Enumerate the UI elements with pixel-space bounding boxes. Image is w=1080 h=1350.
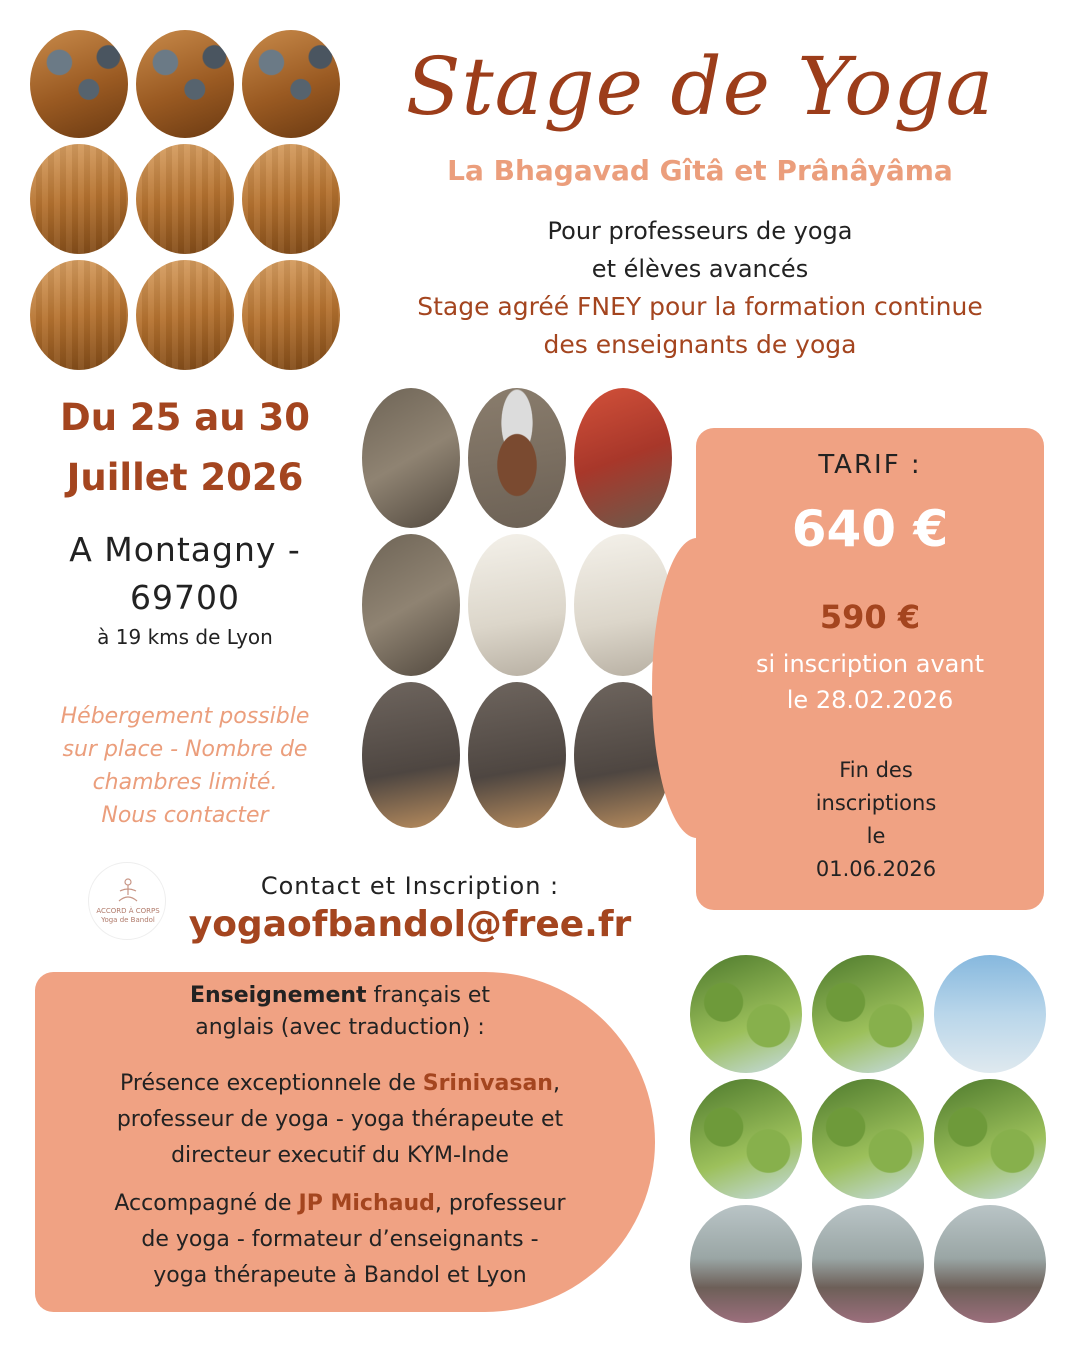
- photo-collage-teacher: [362, 388, 672, 828]
- photo-tile: [690, 1205, 802, 1323]
- photo-tile: [574, 388, 672, 528]
- event-dates: [20, 388, 350, 508]
- teacher-text: ,: [552, 1071, 560, 1096]
- photo-tile: [30, 30, 128, 138]
- early-line: si inscription avant: [756, 650, 984, 678]
- photo-tile: [362, 388, 460, 528]
- audience-text: [360, 212, 1040, 288]
- photo-tile: [934, 1079, 1046, 1199]
- lodging-line: sur place - Nombre de: [62, 737, 308, 762]
- logo-line: ACCORD À CORPS: [96, 907, 160, 915]
- photo-tile: [30, 144, 128, 254]
- teacher-text: Présence exceptionnele de: [120, 1071, 423, 1096]
- accreditation-text: [350, 288, 1050, 364]
- teacher-line: [40, 1066, 640, 1102]
- photo-tile: [362, 682, 460, 828]
- logo-line: Yoga de Bandol: [101, 916, 155, 924]
- photo-tile: [468, 682, 566, 828]
- teacher-line: yoga thérapeute à Bandol et Lyon: [153, 1263, 527, 1288]
- teaching-heading-bold: Enseignement: [189, 983, 367, 1008]
- pricing-label: TARIF :: [818, 450, 922, 480]
- teaching-heading-rest: français et: [366, 983, 491, 1008]
- teacher-text: , professeur: [434, 1191, 566, 1216]
- price-early: 590 €: [819, 598, 921, 636]
- teaching-heading: [130, 980, 550, 1044]
- dates-line: Juillet 2026: [66, 456, 304, 499]
- page-subtitle: La Bhagavad Gîtâ et Prânâyâma: [447, 154, 953, 187]
- photo-tile: [362, 534, 460, 676]
- accreditation-line: des enseignants de yoga: [543, 330, 857, 359]
- photo-tile: [30, 260, 128, 370]
- accreditation-line: Stage agréé FNEY pour la formation continue: [417, 292, 983, 321]
- photo-collage-book: [30, 30, 350, 370]
- photo-tile: [812, 1079, 924, 1199]
- photo-collage-class: [690, 955, 1052, 1325]
- contact-email-link[interactable]: yogaofbandol@free.fr: [188, 904, 632, 945]
- photo-tile: [242, 260, 340, 370]
- teacher-line: professeur de yoga - yoga thérapeute et: [116, 1107, 564, 1132]
- teacher-name: Srinivasan: [422, 1071, 553, 1096]
- place-line: 69700: [130, 578, 240, 617]
- contact-label: Contact et Inscription :: [260, 872, 560, 900]
- teaching-heading-line: [130, 980, 550, 1012]
- audience-line: et élèves avancés: [591, 255, 809, 283]
- early-condition: [696, 646, 1044, 718]
- photo-tile: [136, 260, 234, 370]
- meditation-figure-icon: [116, 877, 140, 905]
- brand-logo: [88, 862, 166, 940]
- photo-tile: [468, 388, 566, 528]
- photo-tile: [136, 144, 234, 254]
- teacher-michaud: [40, 1186, 640, 1294]
- audience-line: Pour professeurs de yoga: [547, 217, 853, 245]
- teaching-heading-line: anglais (avec traduction) :: [195, 1015, 485, 1040]
- photo-tile: [468, 534, 566, 676]
- photo-tile: [934, 1205, 1046, 1323]
- event-distance: à 19 kms de Lyon: [97, 625, 273, 649]
- dates-line: Du 25 au 30: [60, 396, 310, 439]
- early-line: le 28.02.2026: [786, 686, 954, 714]
- logo-text: [93, 907, 163, 925]
- lodging-line: Nous contacter: [101, 803, 269, 828]
- photo-tile: [242, 144, 340, 254]
- photo-tile: [812, 955, 924, 1073]
- deadline-line: 01.06.2026: [815, 857, 937, 881]
- deadline-line: le: [866, 824, 886, 848]
- photo-tile: [934, 955, 1046, 1073]
- pricing-panel: [696, 428, 1044, 910]
- teacher-srinivasan: [40, 1066, 640, 1174]
- lodging-line: Hébergement possible: [60, 704, 310, 729]
- photo-tile: [690, 1079, 802, 1199]
- teacher-text: Accompagné de: [114, 1191, 299, 1216]
- deadline-line: inscriptions: [815, 791, 937, 815]
- price-main: 640 €: [791, 500, 949, 558]
- registration-deadline: [766, 754, 986, 886]
- photo-tile: [690, 955, 802, 1073]
- lodging-note: [20, 700, 350, 832]
- deadline-line: Fin des: [839, 758, 913, 782]
- page-title: Stage de Yoga: [405, 40, 995, 133]
- photo-tile: [812, 1205, 924, 1323]
- event-place: [20, 526, 350, 622]
- lodging-line: chambres limité.: [92, 770, 278, 795]
- photo-tile: [242, 30, 340, 138]
- place-line: A Montagny -: [69, 530, 301, 569]
- teacher-line: de yoga - formateur d’enseignants -: [141, 1227, 539, 1252]
- teacher-name: JP Michaud: [298, 1191, 435, 1216]
- photo-tile: [136, 30, 234, 138]
- teacher-line: directeur executif du KYM-Inde: [171, 1143, 509, 1168]
- teacher-line: [40, 1186, 640, 1222]
